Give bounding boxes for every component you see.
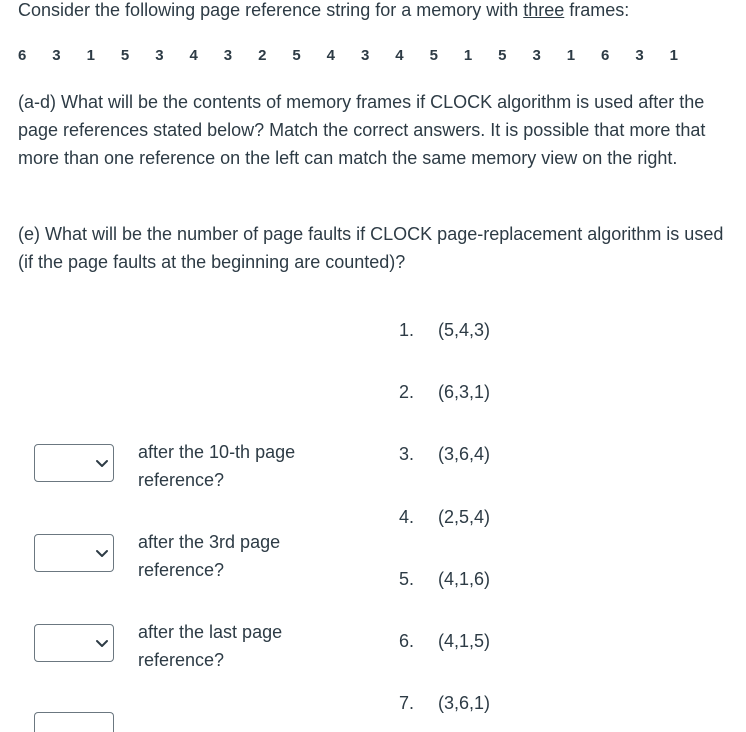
answer-option [392,440,532,468]
chevron-down-icon [95,549,109,559]
match-prompt-row [34,444,334,504]
answer-number: 4. [398,507,414,527]
answer-value: (3,6,1) [438,693,491,713]
intro-emphasis: three [523,0,565,20]
answer-value: (6,3,1) [438,382,491,402]
chevron-down-icon [95,639,109,649]
chevron-down-icon [95,459,109,469]
reference-number: 3 [635,47,644,64]
answer-value: (4,1,6) [438,569,491,589]
match-prompt-row [34,534,334,594]
match-prompt-text: after the 3rd page reference? [138,532,281,580]
answer-number: 6. [398,631,414,651]
reference-number: 6 [601,47,610,64]
answer-option [392,503,532,531]
reference-number: 3 [360,47,370,64]
answer-number: 5. [398,569,414,589]
intro-text-end: frames: [564,0,630,20]
reference-string [18,44,678,68]
answer-value: (4,1,5) [438,631,491,651]
reference-number: 1 [566,47,576,64]
answer-number: 2. [398,382,414,402]
reference-number: 3 [155,47,164,64]
answer-select-partial[interactable] [34,712,114,732]
match-prompt-text: after the last page reference? [138,622,283,670]
question-part-e: (e) What will be the number of page faults if CLOCK page-replacement algorithm is used (if the page faults at the beginning are counted)? [18,224,724,272]
answer-option [392,689,532,717]
reference-number: 5 [292,47,301,64]
reference-number: 3 [52,47,61,64]
reference-number: 5 [120,47,130,64]
reference-number: 1 [463,47,473,64]
reference-number: 4 [189,47,198,64]
reference-number: 3 [532,47,541,64]
intro-text: Consider the following page reference string for a memory with [18,0,524,20]
answer-number: 1. [398,320,414,340]
answer-value: (5,4,3) [438,320,491,340]
answer-value: (2,5,4) [438,507,491,527]
reference-number: 6 [18,47,27,64]
answer-value: (3,6,4) [438,444,491,464]
reference-number: 2 [258,47,267,64]
question-intro [18,0,629,23]
answer-option [392,316,532,344]
answer-number: 3. [398,444,414,464]
question-part-a-d: (a-d) What will be the contents of memory frames if CLOCK algorithm is used after the page references stated below? Match the correct answers. It is possible that more that more than one reference on the left can match the same memory view on the right. [18,92,706,168]
answer-select[interactable] [34,444,114,482]
answer-number: 7. [398,693,414,713]
answer-option [392,565,532,593]
reference-number: 5 [498,47,507,64]
reference-number: 1 [86,47,95,64]
answer-option [392,627,532,655]
answer-option [392,378,532,406]
match-prompt-row [34,624,334,684]
reference-number: 3 [223,47,233,64]
reference-number: 1 [669,47,678,64]
reference-number: 5 [429,47,438,64]
match-prompt-text: after the 10-th page reference? [138,442,296,490]
answer-select[interactable] [34,534,114,572]
answer-select[interactable] [34,624,114,662]
reference-number: 4 [326,47,336,64]
reference-number: 4 [395,47,404,64]
